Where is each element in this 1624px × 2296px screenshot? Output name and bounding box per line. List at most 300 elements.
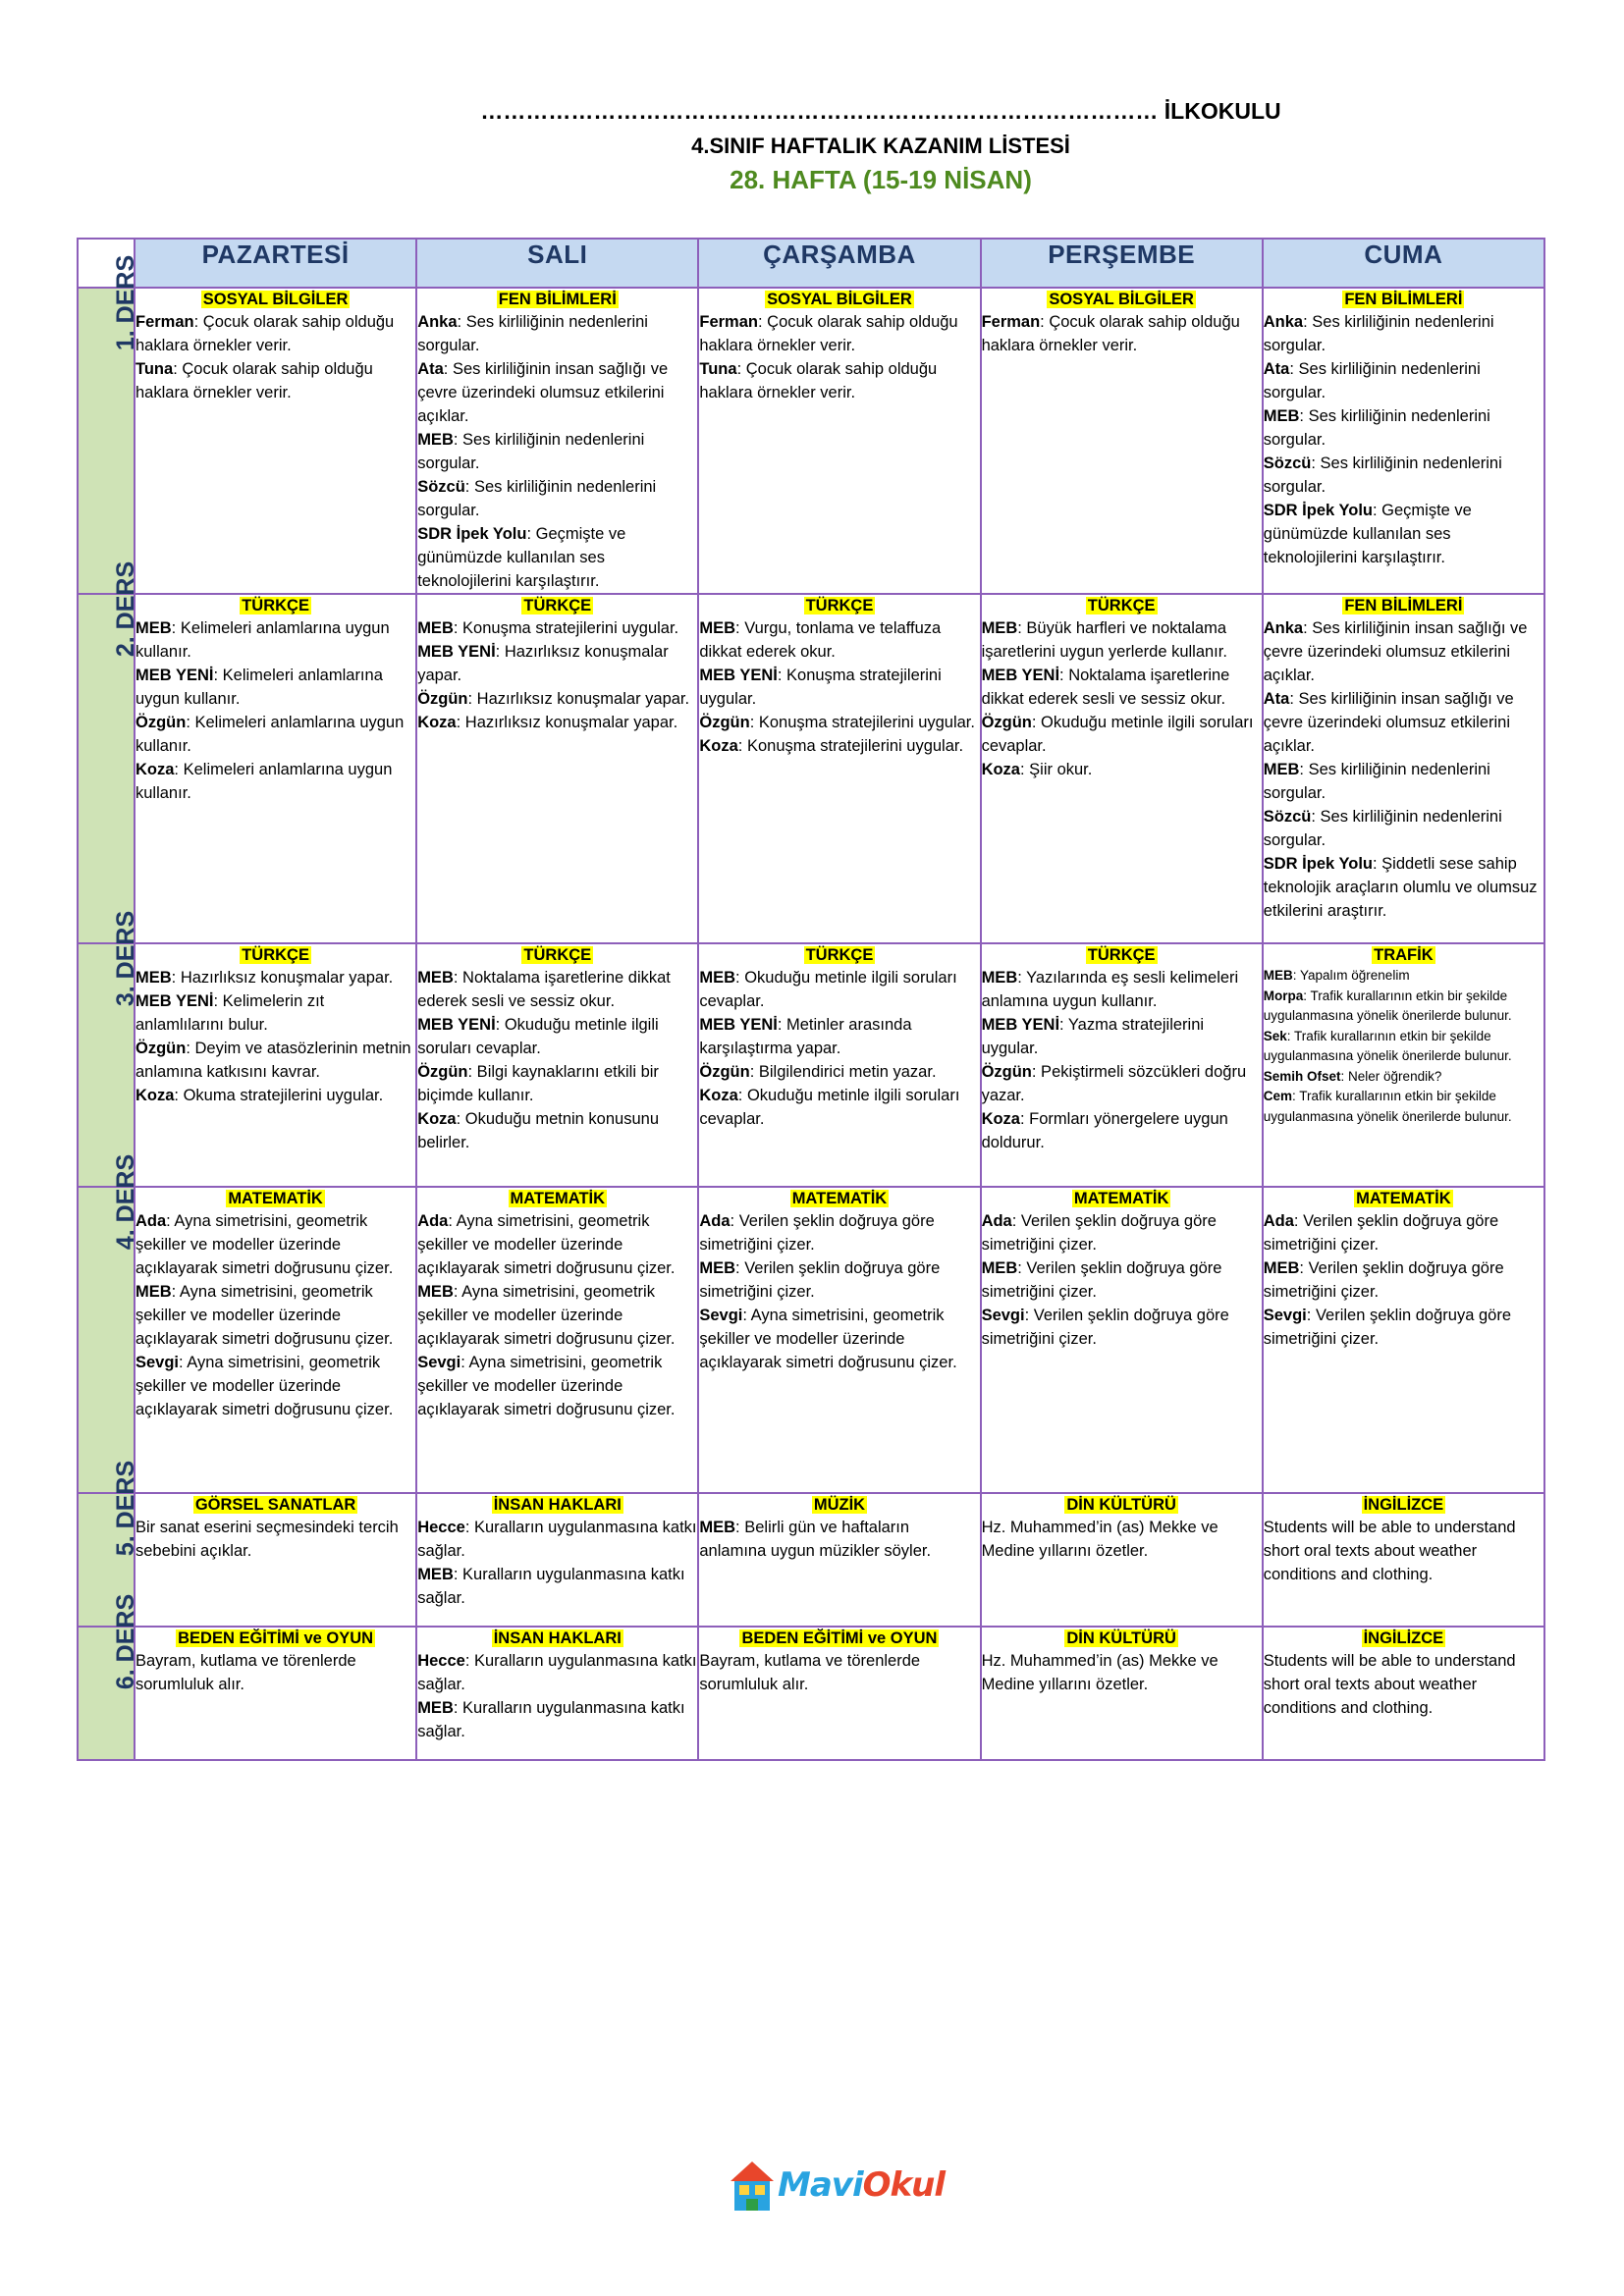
outcome-text: : Şiir okur.	[1019, 761, 1093, 778]
source-name: Koza	[135, 1087, 175, 1104]
source-name: MEB	[1263, 761, 1300, 778]
outcome-entry	[417, 1280, 697, 1351]
outcome-entry	[1264, 616, 1543, 687]
outcome-entry	[135, 1280, 415, 1351]
schedule-cell	[698, 1627, 980, 1760]
subject-highlight: İNGİLİZCE	[1363, 1629, 1444, 1647]
subject-highlight: BEDEN EĞİTİMİ ve OYUN	[741, 1629, 938, 1647]
subject-title	[1264, 1188, 1543, 1209]
outcome-text: : Kuralların uygulanmasına katkı sağlar.	[417, 1699, 685, 1740]
subject-highlight: MÜZİK	[813, 1496, 866, 1514]
schedule-cell	[981, 1493, 1263, 1627]
outcome-entry	[417, 1107, 697, 1154]
subject-highlight: MATEMATİK	[510, 1190, 606, 1207]
schedule-cell	[416, 1627, 698, 1760]
subject-highlight: İNSAN HAKLARI	[493, 1496, 622, 1514]
schedule-cell	[135, 1493, 416, 1627]
source-name: Tuna	[699, 360, 737, 378]
outcome-entry	[1264, 852, 1543, 923]
outcome-text: : Hazırlıksız konuşmalar yapar.	[417, 643, 669, 684]
outcome-entry	[982, 616, 1262, 664]
outcome-entry	[699, 711, 979, 734]
schedule-cell	[135, 288, 416, 594]
source-name: Ada	[135, 1212, 167, 1230]
outcome-text: : Hazırlıksız konuşmalar yapar.	[467, 690, 690, 708]
outcome-text: : Okuma stratejilerini uygular.	[174, 1087, 384, 1104]
source-name: MEB	[417, 1699, 454, 1717]
source-name: Sevgi	[981, 1307, 1025, 1324]
outcome-text: Hz. Muhammed’in (as) Mekke ve Medine yıllarını özetler.	[981, 1652, 1218, 1693]
subject-highlight: TÜRKÇE	[1087, 597, 1156, 614]
outcome-text: : Okuduğu metinle ilgili soruları cevaplar.	[417, 1016, 659, 1057]
outcome-text: : Kuralların uygulanmasına katkı sağlar.	[417, 1519, 697, 1560]
subject-title	[1264, 944, 1543, 966]
source-name: MEB	[135, 619, 172, 637]
source-name: Ata	[417, 360, 444, 378]
outcome-entry	[135, 357, 415, 404]
subject-title	[699, 1628, 979, 1649]
outcome-text: : Çocuk olarak sahip olduğu haklara örnekler verir.	[135, 313, 395, 354]
outcome-entry	[699, 966, 979, 1013]
source-name: Ferman	[699, 313, 758, 331]
outcome-entry	[982, 1649, 1262, 1696]
source-name: Sevgi	[699, 1307, 743, 1324]
schedule-cell	[981, 288, 1263, 594]
subject-highlight: İNSAN HAKLARI	[493, 1629, 622, 1647]
schedule-cell	[416, 1493, 698, 1627]
outcome-entry	[1264, 357, 1543, 404]
schedule-cell	[698, 594, 980, 943]
outcome-text: : Deyim ve atasözlerinin metnin anlamına katkısını kavrar.	[135, 1040, 411, 1081]
subject-highlight: SOSYAL BİLGİLER	[202, 291, 349, 308]
outcome-entry	[699, 1060, 979, 1084]
outcome-text: : Ayna simetrisini, geometrik şekiller ve modeller üzerinde açıklayarak simetri doğrusunu çizer.	[135, 1354, 394, 1418]
outcome-text: : Şiddetli sese sahip teknolojik araçların olumlu ve olumsuz etkilerini araştırır.	[1263, 855, 1538, 920]
outcome-text: : Konuşma stratejilerini uygular.	[749, 714, 975, 731]
subject-title	[1264, 1628, 1543, 1649]
subject-title	[982, 1628, 1262, 1649]
subject-title	[982, 944, 1262, 966]
outcome-text: : Büyük harfleri ve noktalama işaretlerini uygun yerlerde kullanır.	[981, 619, 1227, 661]
subject-highlight: GÖRSEL SANATLAR	[194, 1496, 356, 1514]
weekly-schedule-table	[77, 238, 1545, 1761]
outcome-text: : Ses kirliliğinin insan sağlığı ve çevre üzerindeki olumsuz etkilerini açıklar.	[1263, 690, 1514, 755]
outcome-entry	[417, 1563, 697, 1610]
outcome-text: : Ayna simetrisini, geometrik şekiller ve modeller üzerinde açıklayarak simetri doğrusunu çizer.	[417, 1283, 676, 1348]
outcome-text: : Metinler arasında karşılaştırma yapar.	[699, 1016, 912, 1057]
subject-title	[699, 595, 979, 616]
outcome-text: : Verilen şeklin doğruya göre simetriğini çizer.	[1263, 1259, 1504, 1301]
outcome-entry	[135, 1351, 415, 1421]
outcome-text: : Kelimeleri anlamlarına uygun kullanır.	[135, 619, 390, 661]
lesson-label-cell	[78, 910, 140, 1187]
outcome-entry	[417, 616, 697, 640]
source-name: Sevgi	[1263, 1307, 1307, 1324]
outcome-text: : Ses kirliliğinin nedenlerini sorgular.	[1263, 313, 1494, 354]
schedule-cell	[1263, 1187, 1544, 1493]
subject-title	[135, 289, 415, 310]
schedule-cell	[981, 1627, 1263, 1760]
outcome-text: : Geçmişte ve günümüzde kullanılan ses teknolojilerini karşılaştırır.	[1263, 502, 1472, 566]
outcome-entry	[417, 1060, 697, 1107]
subject-highlight: MATEMATİK	[228, 1190, 323, 1207]
schedule-cell	[1263, 1493, 1544, 1627]
outcome-entry	[135, 664, 415, 711]
subject-title	[135, 1628, 415, 1649]
lesson-row	[78, 1627, 1544, 1760]
lesson-label-cell	[78, 254, 140, 594]
outcome-entry	[135, 310, 415, 357]
outcome-text: : Verilen şeklin doğruya göre simetriğini çizer.	[981, 1212, 1217, 1254]
outcome-text: : Verilen şeklin doğruya göre simetriğini çizer.	[981, 1259, 1222, 1301]
source-name: MEB	[1263, 1259, 1300, 1277]
source-name: MEB YENİ	[135, 667, 214, 684]
source-name: Ada	[417, 1212, 449, 1230]
schedule-cell	[1263, 288, 1544, 594]
outcome-text: : Kelimeleri anlamlarına uygun kullanır.	[135, 714, 405, 755]
subject-highlight: TÜRKÇE	[242, 597, 309, 614]
outcome-entry	[417, 1209, 697, 1280]
outcome-entry	[699, 1304, 979, 1374]
outcome-entry	[417, 1649, 697, 1696]
outcome-entry	[1264, 687, 1543, 758]
outcome-text: : Ses kirliliğinin nedenlerini sorgular.	[1263, 454, 1502, 496]
outcome-entry	[699, 310, 979, 357]
source-name: Koza	[417, 1110, 457, 1128]
outcome-text: : Ayna simetrisini, geometrik şekiller ve modeller üzerinde açıklayarak simetri doğrusunu çizer.	[417, 1354, 676, 1418]
source-name: MEB	[981, 969, 1018, 987]
day-header: PAZARTESİ	[135, 239, 416, 288]
outcome-text: : Verilen şeklin doğruya göre simetriğini çizer.	[981, 1307, 1229, 1348]
outcome-entry	[135, 758, 415, 805]
schedule-cell	[135, 1187, 416, 1493]
source-name: Özgün	[417, 690, 468, 708]
outcome-text: : Ses kirliliğinin insan sağlığı ve çevre üzerindeki olumsuz etkilerini açıklar.	[417, 360, 669, 425]
subject-title	[1264, 595, 1543, 616]
schedule-cell	[416, 288, 698, 594]
outcome-text: : Belirli gün ve haftaların anlamına uygun müzikler söyler.	[699, 1519, 932, 1560]
outcome-text: : Ses kirliliğinin nedenlerini sorgular.	[1263, 761, 1490, 802]
outcome-text: : Kelimeleri anlamlarına uygun kullanır.	[135, 761, 393, 802]
outcome-entry	[135, 1209, 415, 1280]
source-name: Koza	[699, 737, 738, 755]
outcome-text: : Çocuk olarak sahip olduğu haklara örnekler verir.	[135, 360, 373, 401]
source-name: Ada	[1263, 1212, 1294, 1230]
outcome-text: : Kelimelerin zıt anlamlılarını bulur.	[135, 992, 325, 1034]
outcome-text: : Pekiştirmeli sözcükleri doğru yazar.	[981, 1063, 1247, 1104]
subject-highlight: FEN BİLİMLERİ	[1344, 291, 1463, 308]
source-name: MEB	[417, 1566, 454, 1583]
outcome-entry	[417, 357, 697, 428]
schedule-cell	[1263, 594, 1544, 943]
outcome-text: : Kuralların uygulanmasına katkı sağlar.	[417, 1566, 685, 1607]
source-name: Semih Ofset	[1263, 1068, 1341, 1084]
source-name: MEB	[1263, 968, 1293, 983]
outcome-text: : Bilgi kaynaklarını etkili bir biçimde kullanır.	[417, 1063, 659, 1104]
source-name: SDR İpek Yolu	[417, 525, 527, 543]
outcome-text: : Ses kirliliğinin nedenlerini sorgular.	[417, 313, 648, 354]
source-name: Anka	[1263, 619, 1304, 637]
outcome-entry	[1264, 1304, 1543, 1351]
outcome-text: : Noktalama işaretlerine dikkat ederek sesli ve sessiz okur.	[417, 969, 671, 1010]
outcome-entry	[417, 1351, 697, 1421]
source-name: Ada	[699, 1212, 731, 1230]
outcome-entry	[982, 1013, 1262, 1060]
source-name: Ferman	[135, 313, 194, 331]
outcome-text: : Okuduğu metinle ilgili soruları cevaplar.	[699, 1087, 960, 1128]
source-name: MEB YENİ	[135, 992, 214, 1010]
source-name: MEB	[417, 969, 454, 987]
lesson-label: 5. DERS	[112, 1460, 140, 1557]
outcome-text: : Formları yönergelere uygun doldurur.	[981, 1110, 1228, 1151]
outcome-entry	[1264, 404, 1543, 452]
outcome-text: : Noktalama işaretlerine dikkat ederek sesli ve sessiz okur.	[981, 667, 1230, 708]
subject-highlight: TÜRKÇE	[523, 597, 592, 614]
schedule-cell	[698, 1493, 980, 1627]
subject-highlight: TÜRKÇE	[523, 946, 592, 964]
outcome-entry	[1264, 499, 1543, 569]
source-name: Anka	[417, 313, 458, 331]
outcome-entry	[417, 475, 697, 522]
schedule-cell	[698, 1187, 980, 1493]
outcome-text: : Ayna simetrisini, geometrik şekiller ve modeller üzerinde açıklayarak simetri doğrusunu çizer.	[417, 1212, 676, 1277]
subject-title	[982, 1188, 1262, 1209]
subject-title	[1264, 1494, 1543, 1516]
outcome-entry	[417, 1013, 697, 1060]
subject-title	[1264, 289, 1543, 310]
outcome-entry	[699, 1256, 979, 1304]
source-name: MEB	[135, 969, 172, 987]
source-name: MEB	[981, 619, 1018, 637]
source-name: Sevgi	[135, 1354, 180, 1371]
outcome-text: : Ses kirliliğinin nedenlerini sorgular.	[1263, 808, 1502, 849]
outcome-text: : Ses kirliliğinin nedenlerini sorgular.	[417, 478, 657, 519]
source-name: MEB YENİ	[417, 1016, 496, 1034]
outcome-entry	[982, 1516, 1262, 1563]
outcome-text: : Ayna simetrisini, geometrik şekiller ve modeller üzerinde açıklayarak simetri doğrusunu çizer.	[135, 1283, 394, 1348]
source-name: Özgün	[135, 714, 187, 731]
outcome-entry	[1264, 758, 1543, 805]
outcome-entry	[699, 616, 979, 664]
outcome-entry	[1264, 1087, 1543, 1127]
outcome-text: : Trafik kurallarının etkin bir şekilde uygulanmasına yönelik önerilerde bulunur.	[1263, 988, 1512, 1023]
source-name: Morpa	[1263, 988, 1304, 1003]
subject-highlight: DİN KÜLTÜRÜ	[1066, 1496, 1176, 1514]
source-name: MEB	[699, 969, 736, 987]
outcome-entry	[699, 664, 979, 711]
subject-title	[699, 944, 979, 966]
source-name: MEB YENİ	[699, 1016, 778, 1034]
outcome-text: : Ayna simetrisini, geometrik şekiller ve modeller üzerinde açıklayarak simetri doğrusunu çizer.	[135, 1212, 394, 1277]
outcome-entry	[135, 1516, 415, 1563]
outcome-entry	[1264, 1256, 1543, 1304]
outcome-text: : Hazırlıksız konuşmalar yapar.	[456, 714, 678, 731]
subject-title	[699, 289, 979, 310]
outcome-text: Bayram, kutlama ve törenlerde sorumluluk alır.	[699, 1652, 921, 1693]
outcome-text: : Çocuk olarak sahip olduğu haklara örnekler verir.	[699, 313, 958, 354]
source-name: MEB YENİ	[981, 1016, 1060, 1034]
schedule-cell	[1263, 943, 1544, 1187]
subject-highlight: BEDEN EĞİTİMİ ve OYUN	[178, 1629, 374, 1647]
subject-title	[417, 595, 697, 616]
outcome-entry	[982, 664, 1262, 711]
outcome-entry	[699, 1649, 979, 1696]
outcome-text: : Verilen şeklin doğruya göre simetriğini çizer.	[1263, 1212, 1499, 1254]
outcome-entry	[982, 1060, 1262, 1107]
outcome-text: : Çocuk olarak sahip olduğu haklara örnekler verir.	[699, 360, 938, 401]
lesson-label-cell	[78, 561, 140, 943]
lesson-row	[78, 288, 1544, 594]
source-name: Anka	[1263, 313, 1304, 331]
outcome-text: Students will be able to understand short oral texts about weather conditions and clothing.	[1263, 1519, 1516, 1583]
subject-title	[982, 1494, 1262, 1516]
source-name: Koza	[981, 761, 1020, 778]
subject-highlight: İNGİLİZCE	[1363, 1496, 1444, 1514]
outcome-entry	[699, 734, 979, 758]
outcome-text: : Geçmişte ve günümüzde kullanılan ses teknolojilerini karşılaştırır.	[417, 525, 626, 590]
schedule-cell	[698, 288, 980, 594]
outcome-entry	[1264, 805, 1543, 852]
outcome-text: : Konuşma stratejilerini uygular.	[737, 737, 964, 755]
source-name: Cem	[1263, 1089, 1293, 1103]
day-header-row	[78, 239, 1544, 288]
outcome-text: : Verilen şeklin doğruya göre simetriğini çizer.	[699, 1212, 935, 1254]
subject-title	[417, 1494, 697, 1516]
lesson-label: 6. DERS	[112, 1593, 140, 1690]
schedule-cell	[981, 1187, 1263, 1493]
subject-highlight: SOSYAL BİLGİLER	[767, 291, 912, 308]
lesson-label-cell	[78, 1153, 140, 1493]
outcome-entry	[135, 711, 415, 758]
source-name: MEB YENİ	[981, 667, 1060, 684]
subject-highlight: FEN BİLİMLERİ	[498, 291, 617, 308]
outcome-entry	[417, 522, 697, 593]
outcome-entry	[1264, 1067, 1543, 1088]
outcome-text: : Okuduğu metnin konusunu belirler.	[417, 1110, 659, 1151]
outcome-entry	[982, 1209, 1262, 1256]
subject-highlight: MATEMATİK	[791, 1190, 888, 1207]
source-name: Tuna	[135, 360, 174, 378]
schedule-cell	[135, 594, 416, 943]
outcome-text: : Konuşma stratejilerini uygular.	[699, 667, 942, 708]
lesson-row	[78, 943, 1544, 1187]
outcome-entry	[135, 616, 415, 664]
outcome-text: : Kelimeleri anlamlarına uygun kullanır.	[135, 667, 383, 708]
logo-part-1: Mavi	[778, 2165, 863, 2205]
source-name: Ata	[1263, 690, 1290, 708]
subject-highlight: TÜRKÇE	[805, 946, 874, 964]
outcome-entry	[417, 711, 697, 734]
schedule-cell	[416, 1187, 698, 1493]
outcome-entry	[699, 1209, 979, 1256]
school-name: ……………………………………………………………………………… İLKOKULU	[480, 98, 1281, 124]
logo-text	[778, 2165, 945, 2205]
source-name: Koza	[135, 761, 175, 778]
outcome-text: : Kuralların uygulanmasına katkı sağlar.	[417, 1652, 697, 1693]
source-name: Özgün	[981, 714, 1032, 731]
outcome-text: : Ses kirliliğinin nedenlerini sorgular.	[1263, 360, 1481, 401]
lesson-label: 3. DERS	[112, 910, 140, 1007]
outcome-entry	[1264, 1649, 1543, 1720]
outcome-text: : Okuduğu metinle ilgili soruları cevaplar.	[699, 969, 957, 1010]
outcome-entry	[699, 1516, 979, 1563]
lesson-label: 4. DERS	[112, 1153, 140, 1251]
outcome-entry	[982, 1304, 1262, 1351]
outcome-entry	[417, 428, 697, 475]
source-name: SDR İpek Yolu	[1263, 502, 1373, 519]
outcome-text: : Verilen şeklin doğruya göre simetriğini çizer.	[699, 1259, 941, 1301]
outcome-entry	[1264, 1209, 1543, 1256]
subject-highlight: TRAFİK	[1374, 946, 1434, 964]
outcome-entry	[417, 310, 697, 357]
source-name: SDR İpek Yolu	[1263, 855, 1373, 873]
outcome-entry	[1264, 1516, 1543, 1586]
day-header: SALI	[416, 239, 698, 288]
outcome-text: : Bilgilendirici metin yazar.	[749, 1063, 937, 1081]
source-name: Sek	[1263, 1028, 1287, 1043]
subject-highlight: SOSYAL BİLGİLER	[1049, 291, 1194, 308]
outcome-entry	[982, 1107, 1262, 1154]
outcome-text: : Yazma stratejilerini uygular.	[981, 1016, 1205, 1057]
outcome-text: : Yazılarında eş sesli kelimeleri anlamına uygun kullanır.	[981, 969, 1239, 1010]
outcome-text: : Ses kirliliğinin nedenlerini sorgular.	[417, 431, 645, 472]
outcome-entry	[982, 1256, 1262, 1304]
source-name: MEB	[699, 619, 736, 637]
source-name: MEB	[1263, 407, 1300, 425]
schedule-cell	[981, 943, 1263, 1187]
outcome-entry	[135, 989, 415, 1037]
outcome-entry	[982, 758, 1262, 781]
lesson-label-cell	[78, 1593, 140, 1760]
source-name: MEB	[417, 431, 454, 449]
day-header: PERŞEMBE	[981, 239, 1263, 288]
outcome-text: Bayram, kutlama ve törenlerde sorumluluk alır.	[135, 1652, 356, 1693]
source-name: Sevgi	[417, 1354, 461, 1371]
lesson-label: 1. DERS	[112, 254, 140, 351]
outcome-entry	[1264, 966, 1543, 987]
outcome-text: : Trafik kurallarının etkin bir şekilde uygulanmasına yönelik önerilerde bulunur.	[1263, 1028, 1512, 1063]
source-name: Özgün	[699, 714, 750, 731]
source-name: MEB	[699, 1259, 736, 1277]
lesson-label: 2. DERS	[112, 561, 140, 658]
subject-title	[135, 595, 415, 616]
outcome-entry	[135, 1649, 415, 1696]
source-name: MEB	[981, 1259, 1018, 1277]
schedule-cell	[416, 943, 698, 1187]
document-title: 4.SINIF HAFTALIK KAZANIM LİSTESİ	[691, 133, 1070, 158]
source-name: Sözcü	[417, 478, 465, 496]
subject-title	[135, 1188, 415, 1209]
outcome-text: : Çocuk olarak sahip olduğu haklara örnekler verir.	[981, 313, 1240, 354]
source-name: MEB	[417, 619, 454, 637]
lesson-row	[78, 1493, 1544, 1627]
outcome-entry	[1264, 310, 1543, 357]
source-name: Ferman	[981, 313, 1041, 331]
outcome-entry	[699, 1013, 979, 1060]
source-name: MEB	[135, 1283, 172, 1301]
day-header: CUMA	[1263, 239, 1544, 288]
source-name: MEB	[417, 1283, 454, 1301]
outcome-entry	[699, 1084, 979, 1131]
source-name: Özgün	[981, 1063, 1032, 1081]
subject-title	[982, 289, 1262, 310]
lesson-row	[78, 1187, 1544, 1493]
subject-highlight: DİN KÜLTÜRÜ	[1066, 1629, 1176, 1647]
schedule-cell	[698, 943, 980, 1187]
outcome-text: : Hazırlıksız konuşmalar yapar.	[171, 969, 394, 987]
subject-title	[417, 289, 697, 310]
subject-highlight: MATEMATİK	[1356, 1190, 1451, 1207]
